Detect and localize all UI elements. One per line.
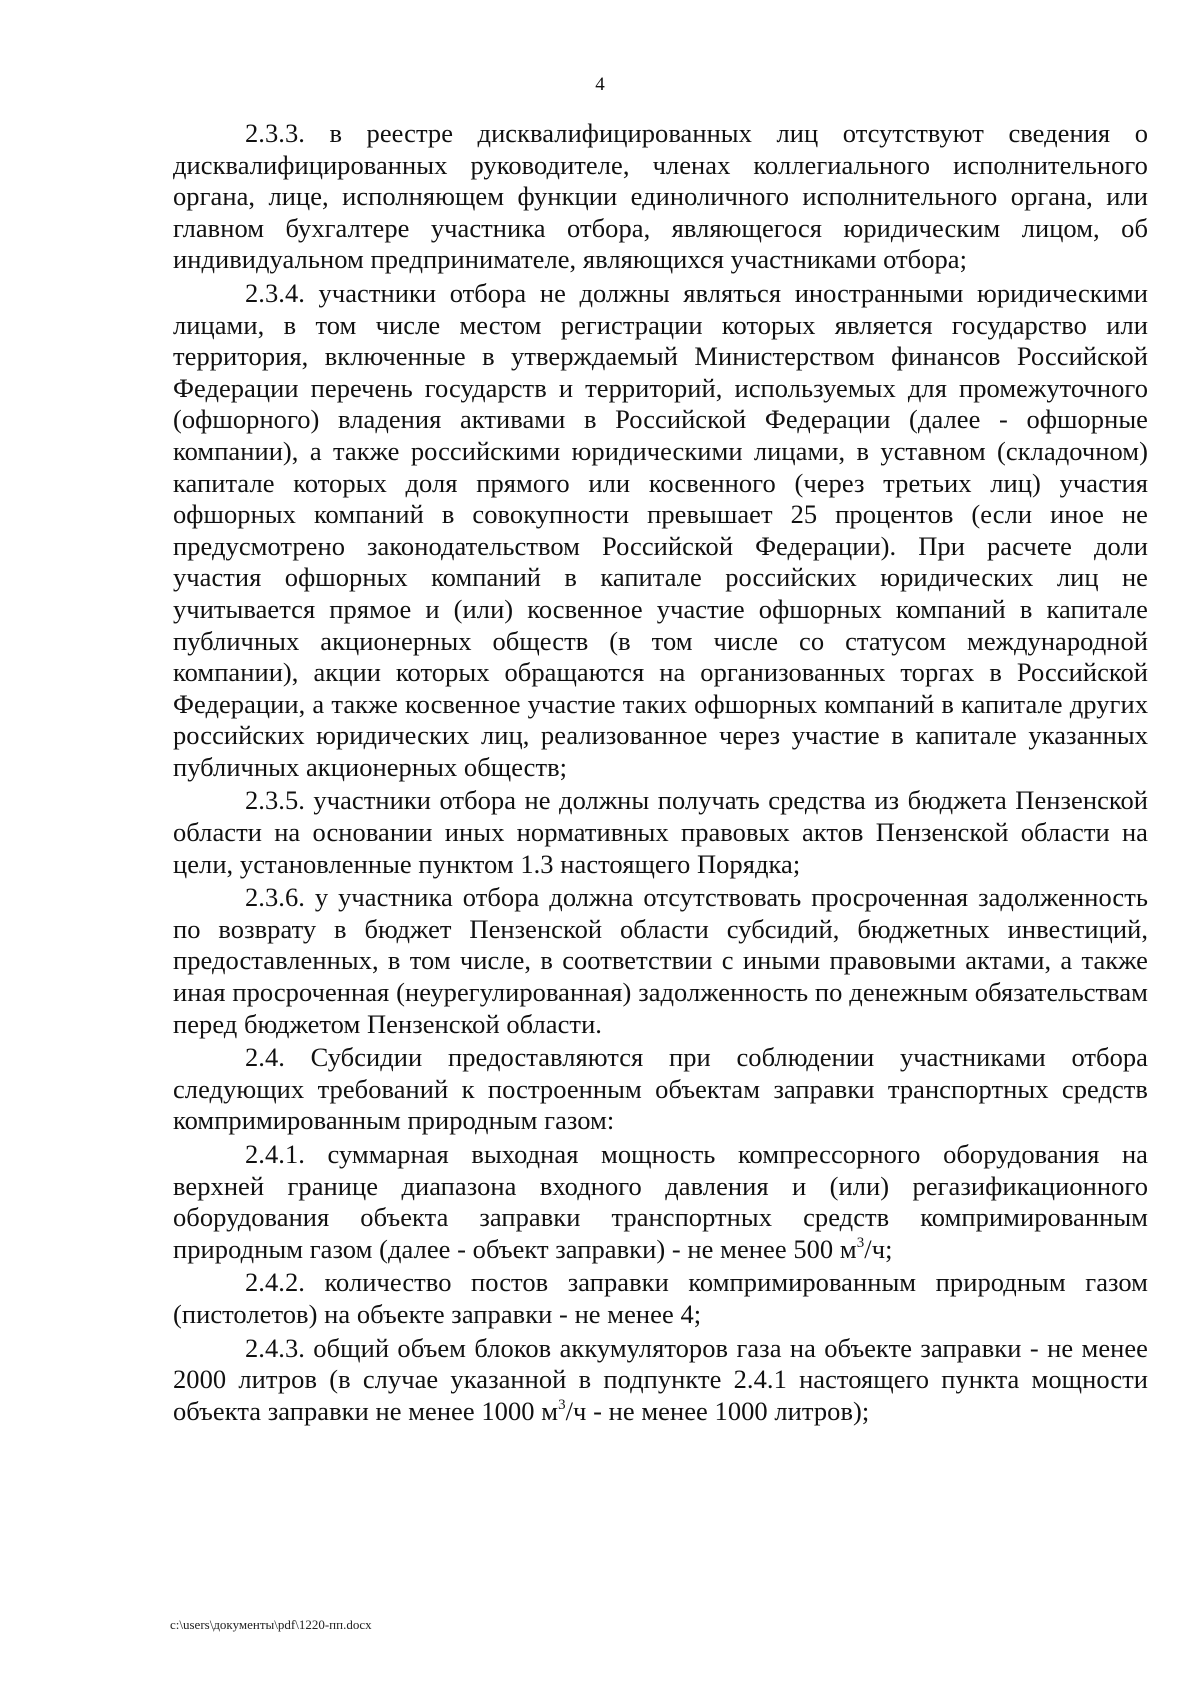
superscript: 3 xyxy=(558,1396,566,1413)
paragraph-2-4-3 xyxy=(173,1333,1148,1428)
paragraph-2-4: 2.4. Субсидии предоставляются при соблюдении участниками отбора следующих требований к построенным объектам заправки транспортных средств компримированным природным газом: xyxy=(173,1042,1148,1136)
paragraph-text: 2.4.3. общий объем блоков аккумуляторов газа на объекте заправки - не менее 2000 литров (в случае указанной в подпункте 2.4.1 настоящего пункта мощности объекта заправки не менее 1000 м xyxy=(173,1332,1148,1426)
footer-file-path: c:\users\документы\pdf\1220-пп.docx xyxy=(170,1617,372,1632)
page-number: 4 xyxy=(595,74,605,95)
paragraph-text: 2.4.1. суммарная выходная мощность компрессорного оборудования на верхней границе диапазона входного давления и (или) регазификационного оборудования объекта заправки транспортных средств компримированным природным газом (далее - объект заправки) - не менее 500 м xyxy=(173,1139,1148,1264)
paragraph-2-3-3: 2.3.3. в реестре дисквалифицированных лиц отсутствуют сведения о дисквалифицированных руководителе, членах коллегиального исполнительного органа, лице, исполняющем функции единоличного исполнительного органа, или главном бухгалтере участника отбора, являющегося юридическим лицом, об индивидуальном предпринимателе, являющихся участниками отбора; xyxy=(173,118,1148,275)
paragraph-2-4-2: 2.4.2. количество постов заправки компримированным природным газом (пистолетов) на объекте заправки - не менее 4; xyxy=(173,1267,1148,1329)
paragraph-2-3-4: 2.3.4. участники отбора не должны являться иностранными юридическими лицами, в том числе местом регистрации которых является государство или территория, включенные в утверждаемый Министерством финансов Российской Федерации перечень государств и территорий, используемых для промежуточного (офшорного) владения активами в Российской Федерации (далее - офшорные компании), а также российскими юридическими лицами, в уставном (складочном) капитале которых доля прямого или косвенного (через третьих лиц) участия офшорных компаний в совокупности превышает 25 процентов (если иное не предусмотрено законодательством Российской Федерации). При расчете доли участия офшорных компаний в капитале российских юридических лиц не учитывается прямое и (или) косвенное участие офшорных компаний в капитале публичных акционерных обществ (в том числе со статусом международной компании), акции которых обращаются на организованных торгах в Российской Федерации, а также косвенное участие таких офшорных компаний в капитале других российских юридических лиц, реализованное через участие в капитале указанных публичных акционерных обществ; xyxy=(173,277,1148,782)
paragraph-2-3-6: 2.3.6. у участника отбора должна отсутствовать просроченная задолженность по возврату в бюджет Пензенской области субсидий, бюджетных инвестиций, предоставленных, в том числе, в соответствии с иными правовыми актами, а также иная просроченная (неурегулированная) задолженность по денежным обязательствам перед бюджетом Пензенской области. xyxy=(173,882,1148,1039)
paragraph-2-4-1 xyxy=(173,1139,1148,1265)
paragraph-tail: /ч; xyxy=(864,1233,893,1264)
superscript: 3 xyxy=(856,1234,865,1251)
paragraph-tail: /ч - не менее 1000 литров); xyxy=(565,1395,870,1426)
paragraph-2-3-5: 2.3.5. участники отбора не должны получать средства из бюджета Пензенской области на основании иных нормативных правовых актов Пензенской области на цели, установленные пунктом 1.3 настоящего Порядка; xyxy=(173,785,1148,879)
document-body xyxy=(173,118,1148,1429)
